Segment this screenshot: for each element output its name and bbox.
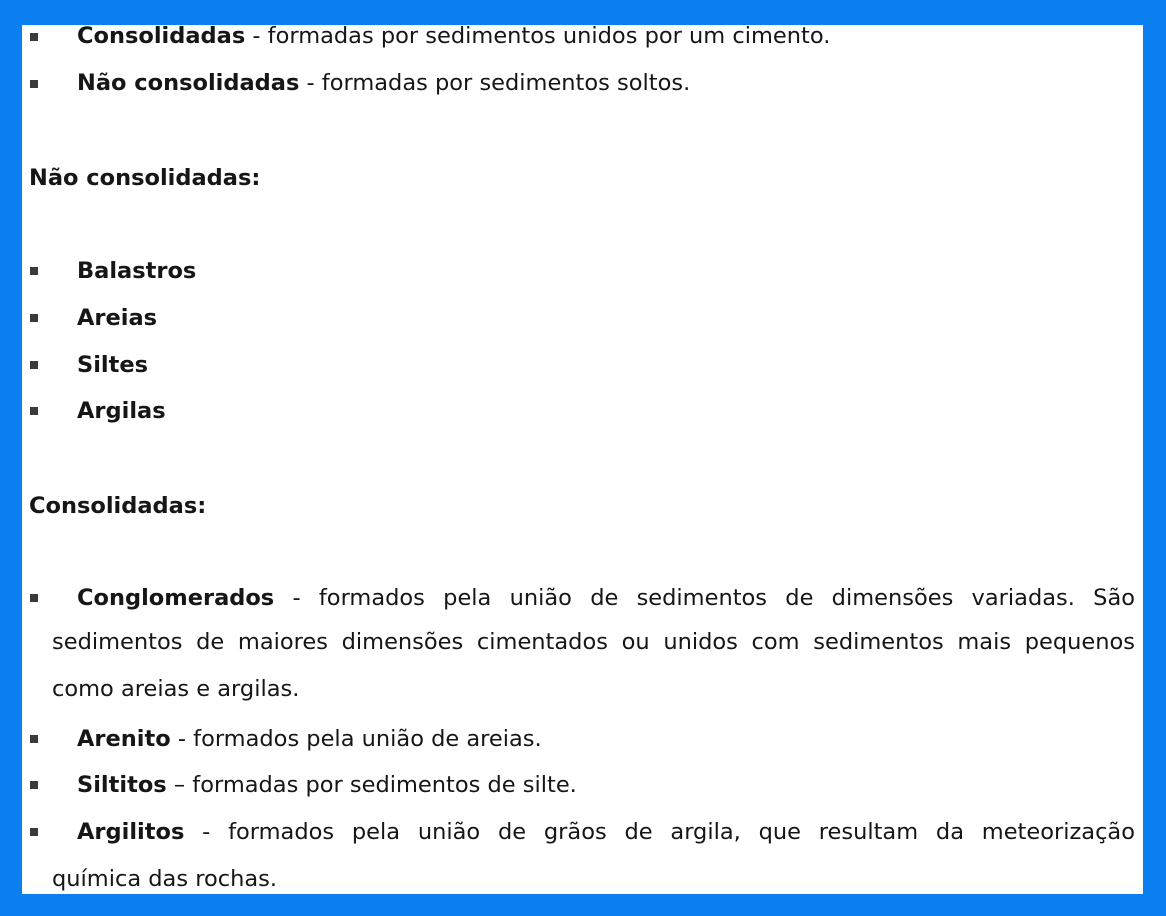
list-item [77,770,577,800]
bullet-icon [30,314,38,322]
section-heading-unconsolidated: Não consolidadas: [29,165,261,191]
term: Não consolidadas [77,70,300,96]
section-heading-consolidated: Consolidadas: [29,493,207,519]
description: - formados pela união de grãos de argila, que resultam da meteorização [184,819,1135,845]
bullet-icon [30,267,38,275]
bullet-icon [30,80,38,88]
description: – formadas por sedimentos de silte. [166,772,577,798]
description: - formados pela união de areias. [170,726,542,752]
list-item: Areias [77,305,158,331]
bullet-icon [30,828,38,836]
list-item: Balastros [77,258,197,284]
description: - formadas por sedimentos unidos por um cimento. [245,25,831,49]
bullet-icon [30,735,38,743]
term: Consolidadas [77,25,246,49]
continuation-line: sedimentos de maiores dimensões cimentados ou unidos com sedimentos mais pequenos [52,629,1135,655]
list-item: Siltes [77,352,149,378]
intro-item [77,68,690,98]
list-item: Argilas [77,398,166,424]
bullet-icon [30,781,38,789]
term: Siltitos [77,772,167,798]
continuation-line: química das rochas. [52,866,278,892]
term: Conglomerados [77,585,275,611]
bullet-icon [30,33,38,41]
intro-item [77,25,830,51]
description: - formadas por sedimentos soltos. [299,70,691,96]
bullet-icon [30,594,38,602]
term: Argilitos [77,819,185,845]
bullet-icon [30,361,38,369]
list-item [77,817,1135,847]
continuation-line: como areias e argilas. [52,676,300,702]
list-item [77,724,542,754]
term: Arenito [77,726,171,752]
document-page [22,25,1143,894]
list-item [77,583,1135,613]
bullet-icon [30,407,38,415]
description: - formados pela união de sedimentos de dimensões variadas. São [274,585,1135,611]
